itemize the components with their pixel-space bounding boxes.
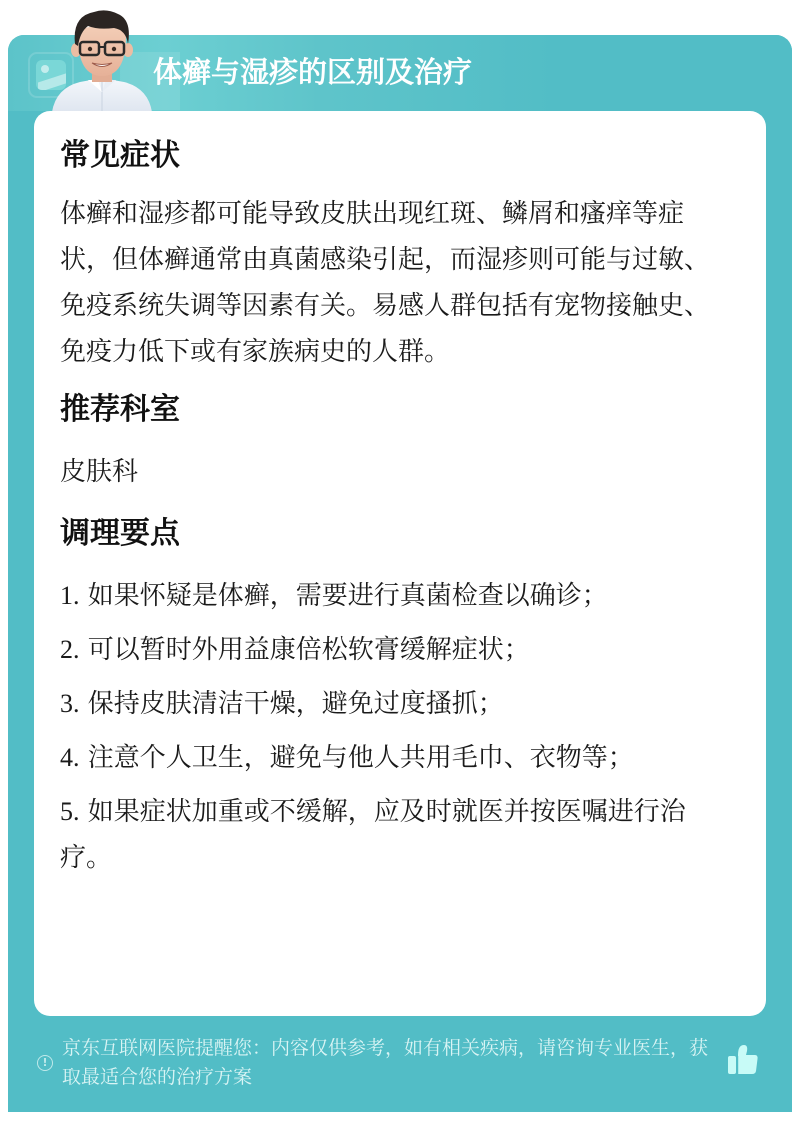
doctor-avatar-icon <box>48 6 156 112</box>
info-icon: ! <box>37 1055 53 1071</box>
symptoms-heading: 常见症状 <box>60 138 180 173</box>
care-item-text: 注意个人卫生，避免与他人共用毛巾、衣物等； <box>79 743 634 773</box>
department-heading: 推荐科室 <box>60 392 180 427</box>
card-content <box>60 133 730 889</box>
content-card <box>34 111 766 1016</box>
care-item-number: 3. <box>60 689 80 718</box>
care-item-text: 如果怀疑是体癣，需要进行真菌检查以确诊； <box>79 581 608 611</box>
care-item-text: 可以暂时外用益康倍松软膏缓解症状； <box>79 635 530 665</box>
care-item <box>60 627 730 673</box>
thumbs-up-icon[interactable] <box>725 1042 759 1076</box>
care-item-number: 1. <box>60 581 80 610</box>
care-item-number: 4. <box>60 743 80 772</box>
care-item <box>60 681 730 727</box>
care-item-text: 保持皮肤清洁干燥，避免过度搔抓； <box>79 689 504 719</box>
department-text: 皮肤科 <box>60 457 139 487</box>
symptoms-text: 体癣和湿疹都可能导致皮肤出现红斑、鳞屑和瘙痒等症状，但体癣通常由真菌感染引起，而湿疹则可能与过敏、免疫系统失调等因素有关。易感人群包括有宠物接触史、免疫力低下或有家族病史的人群。 <box>60 199 711 367</box>
page-title: 体癣与湿疹的区别及治疗 <box>153 55 473 89</box>
care-heading: 调理要点 <box>60 516 180 551</box>
care-item-number: 2. <box>60 635 80 664</box>
care-item <box>60 789 730 881</box>
care-list <box>60 573 730 881</box>
care-item-number: 5. <box>60 797 80 826</box>
care-item <box>60 735 730 781</box>
care-item <box>60 573 730 619</box>
disclaimer-text: 京东互联网医院提醒您：内容仅供参考，如有相关疾病，请咨询专业医生，获取最适合您的治疗方案 <box>62 1037 709 1088</box>
care-item-text: 如果症状加重或不缓解，应及时就医并按医嘱进行治疗。 <box>60 797 686 873</box>
